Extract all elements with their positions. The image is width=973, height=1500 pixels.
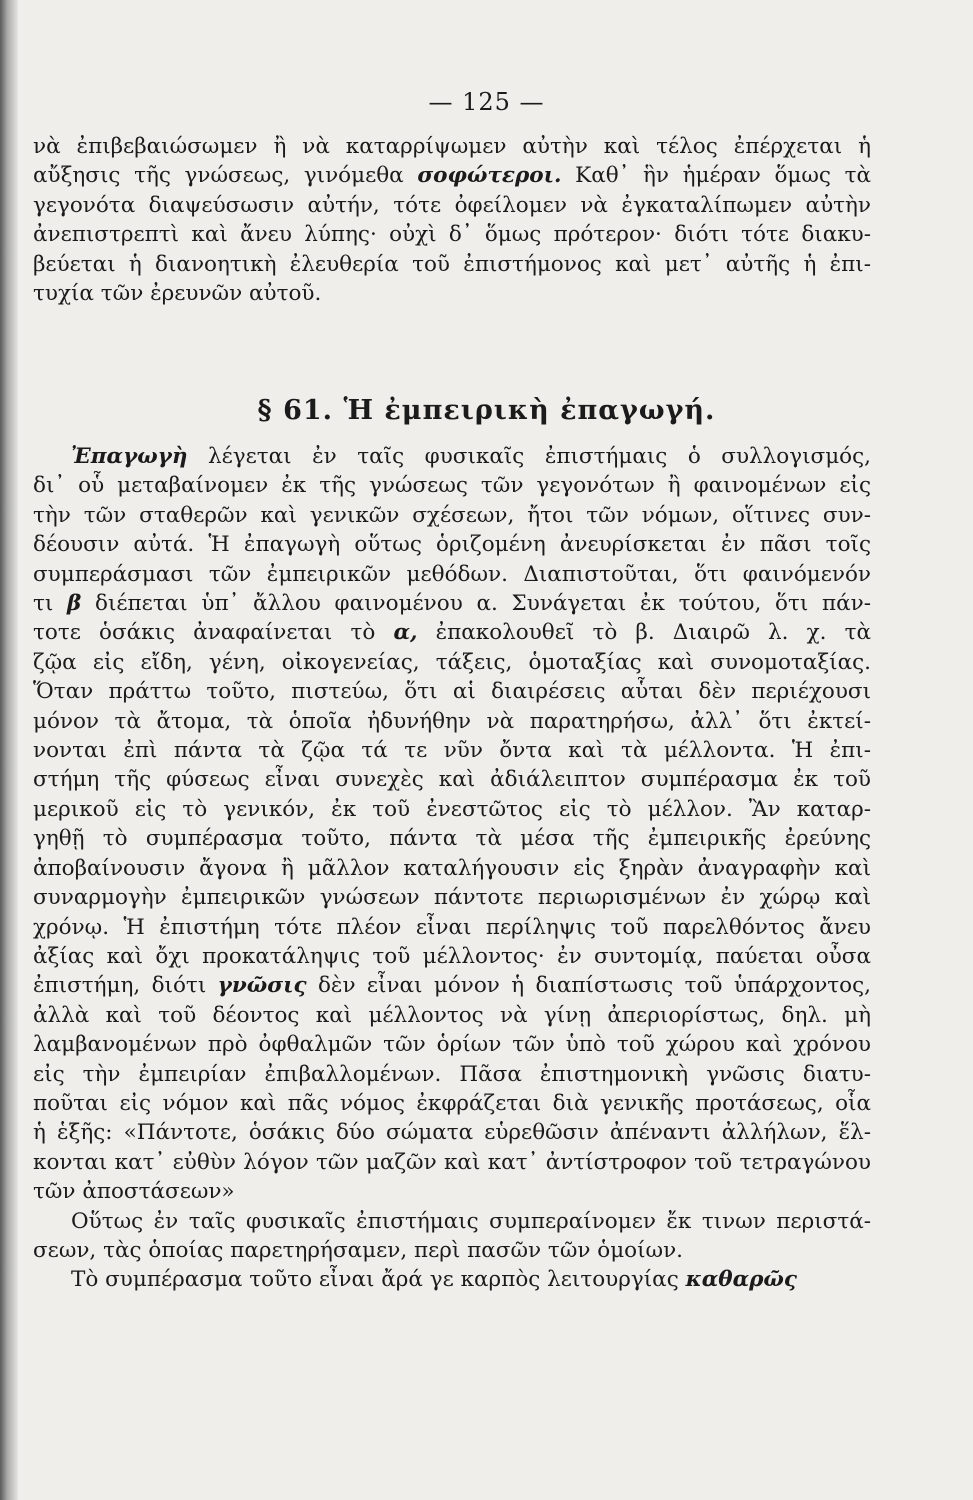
- text-line: γεγονότα διαψεύσωσιν αὐτήν, τότε ὀφείλομεν νὰ ἐγκαταλίπωμεν αὐτὴν: [33, 192, 871, 218]
- text-line: ἀνεπιστρεπτὶ καὶ ἄνευ λύπης· οὐχὶ δ᾽ ὅμως πρότερον· διότι τότε διακυ-: [33, 222, 871, 248]
- text-line: [33, 1001, 871, 1030]
- text-line: [33, 824, 871, 853]
- text-run: διέπεται ὑπ᾽ ἄλλου φαινομένου α. Συνάγεται ἐκ τούτου, ὅτι πάν-: [81, 591, 871, 617]
- page-binding-shadow: [0, 0, 18, 1500]
- text-line: [33, 854, 871, 883]
- text-line: [33, 1148, 871, 1177]
- text-line: [33, 677, 871, 706]
- text-run: ζῷα εἰς εἴδη, γένη, οἰκογενείας, τάξεις, ὁμοταξίας καὶ συνομοταξίας.: [33, 649, 871, 675]
- emphasized-term: α,: [393, 620, 418, 646]
- text-line: [33, 648, 871, 677]
- text-line: [33, 971, 871, 1000]
- text-line: βεύεται ἡ διανοητικὴ ἐλευθερία τοῦ ἐπιστήμονος καὶ μετ᾽ αὐτῆς ἡ ἐπι-: [33, 251, 871, 277]
- text-line: [33, 530, 871, 559]
- text-line-part: αὔξησις τῆς γνώσεως, γινόμεθα σοφώτεροι. Καθ᾽ ἣν ἡμέραν ὅμως τὰ: [33, 163, 871, 189]
- page-number: — 125 —: [428, 88, 545, 116]
- main-text: [33, 442, 871, 1295]
- text-run: λαμβανομένων πρὸ ὀφθαλμῶν τῶν ὁρίων τῶν ὑπὸ τοῦ χώρου καὶ χρόνου: [33, 1032, 871, 1058]
- emphasized-term: β: [67, 591, 82, 617]
- section-heading: [0, 395, 973, 426]
- text-line: [33, 942, 871, 971]
- text-run: ποῦται εἰς νόμον καὶ πᾶς νόμος ἐκφράζεται διὰ γενικῆς προτάσεως, οἷα: [33, 1090, 871, 1116]
- text-run: ἡ ἑξῆς: «Πάντοτε, ὁσάκις δύο σώματα εὑρεθῶσιν ἀπέναντι ἀλλήλων, ἕλ-: [33, 1120, 871, 1146]
- text-line: Οὕτως ἐν ταῖς φυσικαῖς ἐπιστήμαις συμπεραίνομεν ἔκ τινων περιστά-: [71, 1208, 871, 1234]
- text-run: ἐπακολουθεῖ τὸ β. Διαιρῶ λ. χ. τὰ: [417, 620, 871, 646]
- text-run: ἀξίας καὶ ὄχι προκατάληψις τοῦ μέλλοντος· ἐν συντομίᾳ, παύεται οὖσα: [33, 943, 871, 969]
- text-run: Τὸ συμπέρασμα τοῦτο εἶναι ἄρά γε καρπὸς λειτουργίας: [71, 1267, 686, 1293]
- text-line: [33, 1030, 871, 1059]
- text-run: λέγεται ἐν ταῖς φυσικαῖς ἐπιστήμαις ὁ συλλογισμός,: [187, 444, 871, 469]
- text-line: σεων, τὰς ὁποίας παρετηρήσαμεν, περὶ πασῶν τῶν ὁμοίων.: [33, 1237, 683, 1263]
- text-line: [33, 589, 871, 618]
- text-run: μόνον τὰ ἄτομα, τὰ ὁποῖα ἠδυνήθην νὰ παρατηρήσω, ἀλλ᾽ ὅτι ἐκτεί-: [33, 708, 871, 734]
- text-run: τὴν τῶν σταθερῶν καὶ γενικῶν σχέσεων, ἤτοι τῶν νόμων, οἵτινες συν-: [33, 502, 871, 528]
- text-line: [33, 1177, 871, 1206]
- text-line: [33, 765, 871, 794]
- text-line: [33, 1089, 871, 1118]
- text-run: ἀποβαίνουσιν ἄγονα ἢ μᾶλλον καταλήγουσιν εἰς ξηρὰν ἀναγραφὴν καὶ: [33, 855, 871, 881]
- emphasized-term: γνῶσις: [217, 973, 307, 999]
- text-run: νονται ἐπὶ πάντα τὰ ζῷα τά τε νῦν ὄντα καὶ τὰ μέλλοντα. Ἡ ἐπι-: [33, 738, 871, 764]
- text-run: δέουσιν αὐτά. Ἡ ἐπαγωγὴ οὕτως ὁριζομένη ἀνευρίσκεται ἐν πᾶσι τοῖς: [33, 532, 871, 558]
- text-run: τοτε ὁσάκις ἀναφαίνεται τὸ: [33, 620, 394, 646]
- text-run: Ὅταν πράττω τοῦτο, πιστεύω, ὅτι αἱ διαιρέσεις αὗται δὲν περιέχουσι: [33, 679, 871, 705]
- text-line: [33, 471, 871, 500]
- text-line: [33, 736, 871, 765]
- text-line: [33, 442, 871, 471]
- text-line: [33, 1060, 871, 1089]
- text-line: [33, 618, 871, 647]
- text-run: στήμη τῆς φύσεως εἶναι συνεχὲς καὶ ἀδιάλειπτον συμπέρασμα ἐκ τοῦ: [33, 767, 871, 793]
- text-run: ἀλλὰ καὶ τοῦ δέοντος καὶ μέλλοντος νὰ γίνῃ ἀπεριορίστως, δηλ. μὴ: [33, 1002, 871, 1028]
- text-run: κονται κατ᾽ εὐθὺν λόγον τῶν μαζῶν καὶ κατ᾽ ἀντίστροφον τοῦ τετραγώνου: [33, 1149, 871, 1175]
- text-run: δὲν εἶναι μόνον ἡ διαπίστωσις τοῦ ὑπάρχοντος,: [306, 973, 871, 999]
- text-run: ἐπιστήμη, διότι: [33, 973, 218, 999]
- emphasized-term: καθαρῶς: [685, 1267, 797, 1293]
- text-run: συναρμογὴν ἐμπειρικῶν γνώσεων πάντοτε περιωρισμένων ἐν χώρῳ καὶ: [33, 885, 871, 911]
- text-run: τι: [33, 591, 68, 617]
- text-line: τυχία τῶν ἐρευνῶν αὐτοῦ.: [33, 281, 322, 307]
- section-title: Ἡ ἐμπειρικὴ ἐπαγωγή.: [343, 395, 716, 426]
- text-line: [33, 161, 871, 190]
- text-run: τῶν ἀποστάσεων»: [33, 1179, 235, 1205]
- text-line: [33, 1118, 871, 1147]
- text-line: [33, 795, 871, 824]
- emphasized-term: Ἐπαγωγὴ: [71, 444, 188, 469]
- text-run: μερικοῦ εἰς τὸ γενικόν, ἐκ τοῦ ἐνεστῶτος εἰς τὸ μέλλον. Ἂν καταρ-: [33, 796, 871, 822]
- text-run: συμπεράσμασι τῶν ἐμπειρικῶν μεθόδων. Διαπιστοῦται, ὅτι φαινόμενόν: [33, 561, 871, 587]
- emphasized-term: σοφώτεροι.: [417, 163, 562, 189]
- text-line: νὰ ἐπιβεβαιώσωμεν ἢ νὰ καταρρίψωμεν αὐτὴν καὶ τέλος ἐπέρχεται ἡ: [33, 134, 871, 159]
- text-run: εἰς τὴν ἐμπειρίαν ἐπιβαλλομένων. Πᾶσα ἐπιστημονικὴ γνῶσις διατυ-: [33, 1061, 871, 1087]
- section-number: 61.: [283, 395, 334, 426]
- text-run: γηθῇ τὸ συμπέρασμα τοῦτο, πάντα τὰ μέσα τῆς ἐμπειρικῆς ἐρεύνης: [33, 826, 871, 852]
- text-line: [33, 501, 871, 530]
- section-symbol: §: [257, 395, 273, 426]
- text-line: [33, 913, 871, 942]
- text-line: [33, 1265, 871, 1294]
- text-line: [33, 707, 871, 736]
- text-run: χρόνῳ. Ἡ ἐπιστήμη τότε πλέον εἶναι περίληψις τοῦ παρελθόντος ἄνευ: [33, 914, 871, 940]
- top-paragraph: [33, 132, 871, 308]
- text-line: [33, 883, 871, 912]
- text-run: δι᾽ οὗ μεταβαίνομεν ἐκ τῆς γνώσεως τῶν γεγονότων ἢ φαινομένων εἰς: [33, 473, 871, 499]
- text-line: [33, 560, 871, 589]
